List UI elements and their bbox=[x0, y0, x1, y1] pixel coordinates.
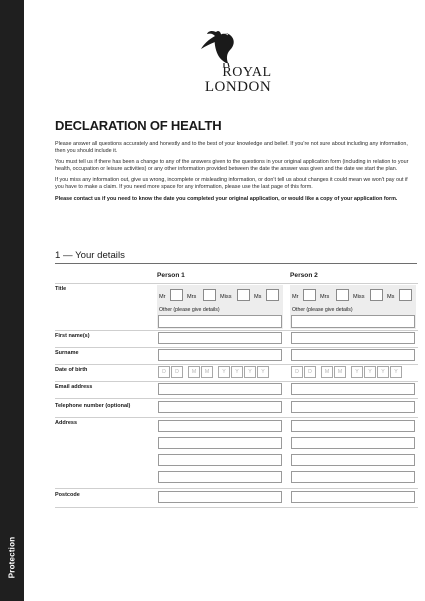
divider bbox=[55, 381, 418, 382]
title-panel-person-1 bbox=[157, 285, 283, 329]
section-title: 1 — Your details bbox=[55, 250, 125, 261]
title-option-mr-label: Mr bbox=[159, 294, 166, 300]
divider bbox=[55, 488, 418, 489]
dob-year-1[interactable]: Y bbox=[351, 366, 363, 378]
email-input-person-2[interactable] bbox=[291, 383, 415, 395]
postcode-input-person-1[interactable] bbox=[158, 491, 282, 503]
dob-day-1[interactable]: D bbox=[291, 366, 303, 378]
first-names-input-person-1[interactable] bbox=[158, 332, 282, 344]
divider bbox=[55, 347, 418, 348]
title-miss-checkbox[interactable] bbox=[370, 289, 383, 301]
dob-month-1[interactable]: M bbox=[321, 366, 333, 378]
intro-block bbox=[55, 118, 417, 207]
title-option-mrs-label: Mrs bbox=[187, 294, 197, 300]
surname-input-person-1[interactable] bbox=[158, 349, 282, 361]
dob-year-2[interactable]: Y bbox=[364, 366, 376, 378]
divider bbox=[55, 364, 418, 365]
dob-month-2[interactable]: M bbox=[334, 366, 346, 378]
title-mr-checkbox[interactable] bbox=[303, 289, 316, 301]
contact-note: Please contact us if you need to know the date you completed your original application, or would like a copy of your application form. bbox=[55, 195, 398, 202]
person-2-heading: Person 2 bbox=[290, 272, 318, 279]
surname-label: Surname bbox=[55, 350, 79, 356]
logo-line-1: ROYAL bbox=[222, 65, 272, 80]
dob-year-3[interactable]: Y bbox=[244, 366, 256, 378]
telephone-input-person-1[interactable] bbox=[158, 401, 282, 413]
divider bbox=[55, 507, 418, 508]
intro-paragraph-2: You must tell us if there has been a change to any of the answers given to the questions in your original application form (including in relation to your health, occupation or leisure activities) or any other information provided between the date the answer was given and the date we start the plan. bbox=[55, 159, 409, 173]
address-label: Address bbox=[55, 420, 78, 426]
surname-input-person-2[interactable] bbox=[291, 349, 415, 361]
email-label: Email address bbox=[55, 384, 93, 390]
logo-line-2: LONDON bbox=[204, 79, 272, 95]
dob-day-2[interactable]: D bbox=[304, 366, 316, 378]
address-line-4-person-2[interactable] bbox=[291, 471, 415, 483]
title-option-mr-label: Mr bbox=[292, 294, 299, 300]
intro-paragraph-3: If you miss any information out, give us wrong, incomplete or misleading information, or don't tell us about changes it could mean we won't pay out if you have to make a claim. If you need more space for any information, please use the last page of this form. bbox=[55, 177, 408, 191]
dob-year-1[interactable]: Y bbox=[218, 366, 230, 378]
side-bar bbox=[0, 0, 24, 601]
title-option-miss-label: Miss bbox=[353, 294, 365, 300]
postcode-label: Postcode bbox=[55, 492, 80, 498]
dob-input-person-1[interactable] bbox=[158, 366, 282, 378]
dob-year-4[interactable]: Y bbox=[390, 366, 402, 378]
title-mr-checkbox[interactable] bbox=[170, 289, 183, 301]
address-line-1-person-1[interactable] bbox=[158, 420, 282, 432]
title-option-ms-label: Ms bbox=[254, 294, 262, 300]
first-names-label: First name(s) bbox=[55, 333, 90, 339]
title-mrs-checkbox[interactable] bbox=[203, 289, 216, 301]
divider bbox=[55, 398, 418, 399]
title-other-label: Other (please give details) bbox=[292, 307, 353, 313]
title-option-miss-label: Miss bbox=[220, 294, 232, 300]
address-line-2-person-1[interactable] bbox=[158, 437, 282, 449]
email-input-person-1[interactable] bbox=[158, 383, 282, 395]
first-names-input-person-2[interactable] bbox=[291, 332, 415, 344]
address-line-1-person-2[interactable] bbox=[291, 420, 415, 432]
title-other-input[interactable] bbox=[291, 315, 415, 328]
title-mrs-checkbox[interactable] bbox=[336, 289, 349, 301]
title-miss-checkbox[interactable] bbox=[237, 289, 250, 301]
address-line-3-person-1[interactable] bbox=[158, 454, 282, 466]
telephone-input-person-2[interactable] bbox=[291, 401, 415, 413]
title-option-mrs-label: Mrs bbox=[320, 294, 330, 300]
dob-month-2[interactable]: M bbox=[201, 366, 213, 378]
title-option-ms-label: Ms bbox=[387, 294, 395, 300]
section-divider bbox=[55, 263, 417, 264]
dob-day-1[interactable]: D bbox=[158, 366, 170, 378]
address-line-2-person-2[interactable] bbox=[291, 437, 415, 449]
page-title: DECLARATION OF HEALTH bbox=[55, 118, 222, 133]
title-ms-checkbox[interactable] bbox=[266, 289, 279, 301]
person-1-heading: Person 1 bbox=[157, 272, 185, 279]
divider bbox=[55, 330, 418, 331]
side-label bbox=[1, 527, 23, 587]
dob-input-person-2[interactable] bbox=[291, 366, 415, 378]
pelican-icon bbox=[188, 22, 288, 68]
address-line-4-person-1[interactable] bbox=[158, 471, 282, 483]
divider bbox=[55, 283, 418, 284]
dob-day-2[interactable]: D bbox=[171, 366, 183, 378]
title-label: Title bbox=[55, 286, 67, 292]
title-panel-person-2 bbox=[290, 285, 416, 329]
address-line-3-person-2[interactable] bbox=[291, 454, 415, 466]
title-ms-checkbox[interactable] bbox=[399, 289, 412, 301]
dob-month-1[interactable]: M bbox=[188, 366, 200, 378]
dob-year-3[interactable]: Y bbox=[377, 366, 389, 378]
dob-label: Date of birth bbox=[55, 367, 88, 373]
telephone-label: Telephone number (optional) bbox=[55, 403, 131, 409]
title-other-label: Other (please give details) bbox=[159, 307, 220, 313]
intro-paragraph-1: Please answer all questions accurately and honestly and to the best of your knowledge and belief. If you're not sure about including any information, then you should include it. bbox=[55, 141, 408, 155]
royal-london-logo bbox=[188, 22, 288, 94]
dob-year-2[interactable]: Y bbox=[231, 366, 243, 378]
divider bbox=[55, 417, 418, 418]
title-other-input[interactable] bbox=[158, 315, 282, 328]
postcode-input-person-2[interactable] bbox=[291, 491, 415, 503]
side-label-text: Protection bbox=[7, 536, 17, 578]
dob-year-4[interactable]: Y bbox=[257, 366, 269, 378]
